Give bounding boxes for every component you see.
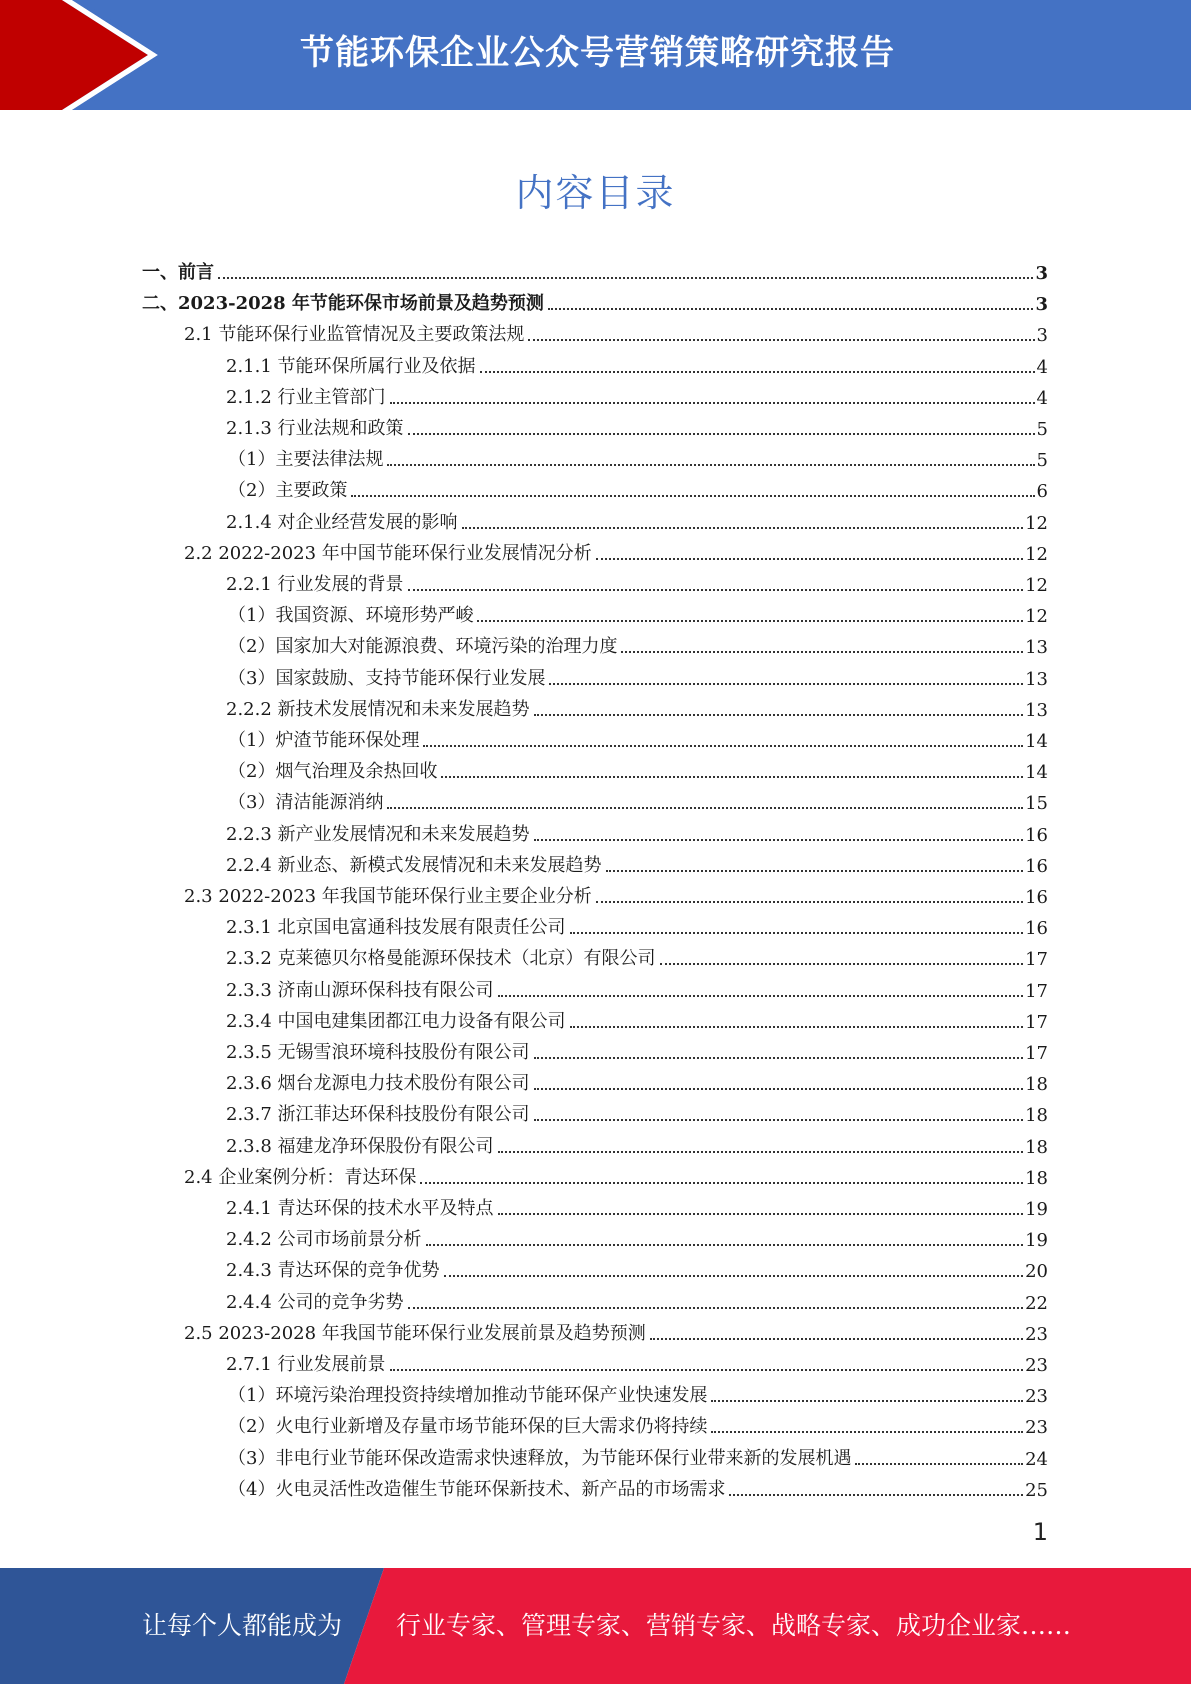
toc-entry-page: 3 — [1035, 263, 1048, 284]
toc-entry[interactable] — [226, 1127, 1048, 1158]
toc-entry-title: （3）清洁能源消纳 — [228, 792, 384, 814]
toc-entry-title: 2.3.6 烟台龙源电力技术股份有限公司 — [226, 1073, 530, 1095]
toc-entry[interactable] — [184, 315, 1048, 346]
toc-entry-title: 2.2.3 新产业发展情况和未来发展趋势 — [226, 823, 530, 845]
toc-entry-title: 2.4.2 公司市场前景分析 — [226, 1229, 422, 1251]
toc-dot-leader — [855, 1463, 1023, 1465]
toc-entry-page: 22 — [1025, 1292, 1048, 1314]
toc-entry-title: 2.7.1 行业发展前景 — [226, 1354, 386, 1375]
toc-heading: 内容目录 — [515, 171, 676, 215]
toc-entry-page: 14 — [1025, 762, 1048, 784]
toc-dot-leader — [660, 963, 1024, 965]
toc-entry-page: 17 — [1025, 1043, 1048, 1064]
toc-entry[interactable] — [226, 846, 1048, 877]
toc-dot-leader — [650, 1338, 1023, 1340]
toc-dot-leader — [534, 1088, 1024, 1090]
toc-entry-title: 一、前言 — [142, 262, 214, 283]
toc-dot-leader — [387, 807, 1023, 809]
toc-entry-page: 18 — [1025, 1074, 1048, 1096]
toc-entry-page: 4 — [1036, 356, 1048, 378]
footer-slogan-right: 行业专家、管理专家、营销专家、战略专家、成功企业家…… — [396, 1611, 1072, 1640]
toc-entry[interactable] — [228, 1407, 1048, 1438]
toc-entry[interactable] — [226, 971, 1048, 1002]
toc-entry-title: 2.4.4 公司的竞争劣势 — [226, 1291, 404, 1313]
toc-entry[interactable] — [142, 253, 1048, 284]
toc-entry-page: 23 — [1025, 1386, 1048, 1408]
toc-dot-leader — [729, 1494, 1023, 1496]
toc-entry-page: 12 — [1025, 575, 1048, 596]
toc-entry-page: 3 — [1036, 325, 1048, 347]
toc-entry-page: 17 — [1025, 1011, 1048, 1033]
toc-entry[interactable] — [226, 1283, 1048, 1314]
toc-dot-leader — [596, 558, 1023, 560]
toc-dot-leader — [570, 932, 1024, 934]
toc-dot-leader — [534, 839, 1024, 841]
toc-entry[interactable] — [226, 939, 1048, 970]
toc-entry-title: （2）火电行业新增及存量市场节能环保的巨大需求仍将持续 — [228, 1416, 708, 1438]
toc-entry[interactable] — [228, 1439, 1048, 1470]
toc-entry-page: 25 — [1025, 1479, 1048, 1501]
toc-entry-page: 18 — [1025, 1136, 1048, 1158]
toc-entry-page: 19 — [1025, 1230, 1048, 1252]
toc-entry-title: （2）国家加大对能源浪费、环境污染的治理力度 — [228, 636, 618, 658]
toc-entry[interactable] — [226, 690, 1048, 721]
toc-entry-title: （1）我国资源、环境形势严峻 — [228, 605, 474, 627]
toc-entry[interactable] — [226, 1189, 1048, 1220]
toc-entry-page: 12 — [1025, 543, 1048, 565]
toc-entry-title: 2.2.4 新业态、新模式发展情况和未来发展趋势 — [226, 854, 602, 876]
toc-entry[interactable] — [226, 1345, 1048, 1376]
toc-entry-page: 24 — [1025, 1448, 1048, 1470]
toc-dot-leader — [408, 1307, 1024, 1309]
toc-entry-title: （3）国家鼓励、支持节能环保行业发展 — [228, 667, 546, 689]
toc-entry-title: （2）烟气治理及余热回收 — [228, 761, 438, 783]
toc-entry-title: （2）主要政策 — [228, 480, 348, 502]
toc-entry[interactable] — [142, 284, 1048, 315]
toc-entry-page: 18 — [1025, 1167, 1048, 1189]
toc-entry-title: 2.3.7 浙江菲达环保科技股份有限公司 — [226, 1104, 530, 1126]
toc-entry-title: （4）火电灵活性改造催生节能环保新技术、新产品的市场需求 — [228, 1478, 726, 1500]
toc-entry-title: 2.3.3 济南山源环保科技有限公司 — [226, 979, 494, 1001]
toc-entry-title: 2.2.1 行业发展的背景 — [226, 574, 404, 595]
toc-entry[interactable] — [226, 1033, 1048, 1064]
toc-entry-title: 2.3.4 中国电建集团都江电力设备有限公司 — [226, 1010, 566, 1032]
toc-entry-page: 17 — [1025, 949, 1048, 971]
toc-entry-page: 6 — [1036, 481, 1048, 503]
toc-dot-leader — [441, 776, 1023, 778]
toc-dot-leader — [387, 464, 1034, 466]
toc-entry[interactable] — [226, 1095, 1048, 1126]
header-band — [0, 0, 1191, 110]
toc-entry-page: 19 — [1025, 1199, 1048, 1220]
toc-entry-page: 12 — [1025, 512, 1048, 534]
toc-entry[interactable] — [226, 565, 1048, 596]
toc-entry-page: 23 — [1025, 1355, 1048, 1376]
toc-entry-page: 4 — [1036, 387, 1048, 409]
toc-entry-page: 16 — [1025, 855, 1048, 877]
toc-entry-title: 2.3.2 克莱德贝尔格曼能源环保技术（北京）有限公司 — [226, 948, 656, 970]
toc-entry[interactable] — [226, 1064, 1048, 1095]
toc-entry[interactable] — [184, 877, 1048, 908]
toc-entry[interactable] — [226, 503, 1048, 534]
toc-dot-leader — [528, 339, 1034, 341]
toc-entry[interactable] — [228, 627, 1048, 658]
toc-entry-page: 14 — [1025, 731, 1048, 752]
toc-dot-leader — [548, 308, 1034, 310]
toc-entry[interactable] — [226, 409, 1048, 440]
toc-entry[interactable] — [228, 1470, 1048, 1501]
toc-entry[interactable] — [228, 659, 1048, 690]
toc-dot-leader — [498, 1213, 1024, 1215]
toc-entry-title: （1）环境污染治理投资持续增加推动节能环保产业快速发展 — [228, 1385, 708, 1407]
toc-entry-title: 2.4 企业案例分析：青达环保 — [184, 1166, 417, 1188]
toc-entry-title: 2.5 2023-2028 年我国节能环保行业发展前景及趋势预测 — [184, 1322, 646, 1344]
footer-slogan-left: 让每个人都能成为 — [142, 1611, 343, 1640]
toc-entry-page: 3 — [1035, 294, 1048, 316]
toc-entry[interactable] — [226, 1002, 1048, 1033]
toc-entry-page: 23 — [1025, 1417, 1048, 1439]
toc-dot-leader — [498, 1151, 1024, 1153]
toc-dot-leader — [711, 1431, 1023, 1433]
toc-dot-leader — [606, 870, 1024, 872]
toc-dot-leader — [621, 651, 1023, 653]
toc-entry[interactable] — [184, 534, 1048, 565]
toc-entry-title: （1）炉渣节能环保处理 — [228, 730, 420, 751]
toc-entry-title: 2.3 2022-2023 年我国节能环保行业主要企业分析 — [184, 886, 592, 907]
toc-entry[interactable] — [228, 783, 1048, 814]
toc-entry-page: 16 — [1025, 887, 1048, 908]
toc-entry-title: 2.1.4 对企业经营发展的影响 — [226, 511, 458, 533]
toc-entry-title: 2.4.3 青达环保的竞争优势 — [226, 1260, 440, 1282]
toc-entry-page: 13 — [1025, 637, 1048, 659]
toc-entry-page: 13 — [1025, 668, 1048, 690]
toc-entry[interactable] — [184, 1314, 1048, 1345]
toc-dot-leader — [218, 277, 1033, 279]
toc-dot-leader — [408, 433, 1035, 435]
toc-dot-leader — [498, 995, 1024, 997]
toc-entry-page: 20 — [1025, 1261, 1048, 1283]
toc-dot-leader — [423, 745, 1023, 747]
toc-dot-leader — [408, 589, 1024, 591]
report-title: 节能环保企业公众号营销策略研究报告 — [300, 33, 895, 73]
toc-entry[interactable] — [228, 471, 1048, 502]
toc-entry-page: 12 — [1025, 606, 1048, 628]
toc-entry-title: 2.1.1 节能环保所属行业及依据 — [226, 355, 476, 377]
toc-entry-title: 2.3.1 北京国电富通科技发展有限责任公司 — [226, 917, 566, 939]
toc-dot-leader — [390, 402, 1035, 404]
toc-entry[interactable] — [226, 908, 1048, 939]
toc-entry[interactable] — [226, 1251, 1048, 1282]
toc-entry[interactable] — [226, 815, 1048, 846]
toc-entry[interactable] — [228, 440, 1048, 471]
toc-entry-title: （3）非电行业节能环保改造需求快速释放，为节能环保行业带来新的发展机遇 — [228, 1447, 852, 1469]
toc-dot-leader — [549, 683, 1023, 685]
toc-entry-page: 16 — [1025, 918, 1048, 940]
toc-entry[interactable] — [228, 721, 1048, 752]
toc-dot-leader — [570, 1026, 1024, 1028]
toc-entry[interactable] — [226, 347, 1048, 378]
toc-dot-leader — [351, 495, 1034, 497]
toc-entry-page: 18 — [1025, 1105, 1048, 1127]
toc-entry-page: 5 — [1036, 450, 1048, 472]
toc-entry-title: 2.1 节能环保行业监管情况及主要政策法规 — [184, 324, 525, 346]
toc-entry-title: 2.1.2 行业主管部门 — [226, 386, 386, 408]
toc-entry-page: 5 — [1036, 419, 1048, 440]
page-number: 1 — [1032, 1518, 1048, 1546]
toc-entry[interactable] — [228, 1376, 1048, 1407]
toc-entry-title: 2.1.3 行业法规和政策 — [226, 418, 404, 439]
toc-entry[interactable] — [226, 378, 1048, 409]
toc-entry-page: 17 — [1025, 980, 1048, 1002]
chevron-logo-icon — [0, 0, 160, 110]
toc-entry[interactable] — [228, 752, 1048, 783]
toc-entry[interactable] — [184, 1158, 1048, 1189]
toc-dot-leader — [534, 1057, 1024, 1059]
toc-entry-page: 13 — [1025, 699, 1048, 721]
toc-entry-page: 23 — [1025, 1323, 1048, 1345]
toc-dot-leader — [462, 527, 1024, 529]
toc-entry-title: 2.2 2022-2023 年中国节能环保行业发展情况分析 — [184, 542, 592, 564]
toc-entry-title: 二、2023-2028 年节能环保市场前景及趋势预测 — [142, 293, 544, 315]
toc-entry-title: 2.3.8 福建龙净环保股份有限公司 — [226, 1135, 494, 1157]
footer-band — [0, 1568, 1191, 1684]
toc-entry-title: 2.3.5 无锡雪浪环境科技股份有限公司 — [226, 1042, 530, 1063]
toc-dot-leader — [477, 620, 1023, 622]
toc-dot-leader — [480, 371, 1035, 373]
toc-dot-leader — [390, 1369, 1024, 1371]
toc-dot-leader — [596, 901, 1023, 903]
toc-entry-page: 15 — [1025, 793, 1048, 815]
toc-dot-leader — [420, 1182, 1023, 1184]
toc-dot-leader — [534, 1119, 1024, 1121]
toc-entry-title: 2.2.2 新技术发展情况和未来发展趋势 — [226, 698, 530, 720]
toc-dot-leader — [711, 1400, 1023, 1402]
toc-entry[interactable] — [228, 596, 1048, 627]
toc-entry-title: 2.4.1 青达环保的技术水平及特点 — [226, 1198, 494, 1219]
toc-dot-leader — [444, 1275, 1024, 1277]
toc-dot-leader — [426, 1244, 1024, 1246]
toc-entry-title: （1）主要法律法规 — [228, 449, 384, 471]
toc-entry-page: 16 — [1025, 824, 1048, 846]
toc-dot-leader — [534, 714, 1024, 716]
toc-entry[interactable] — [226, 1220, 1048, 1251]
